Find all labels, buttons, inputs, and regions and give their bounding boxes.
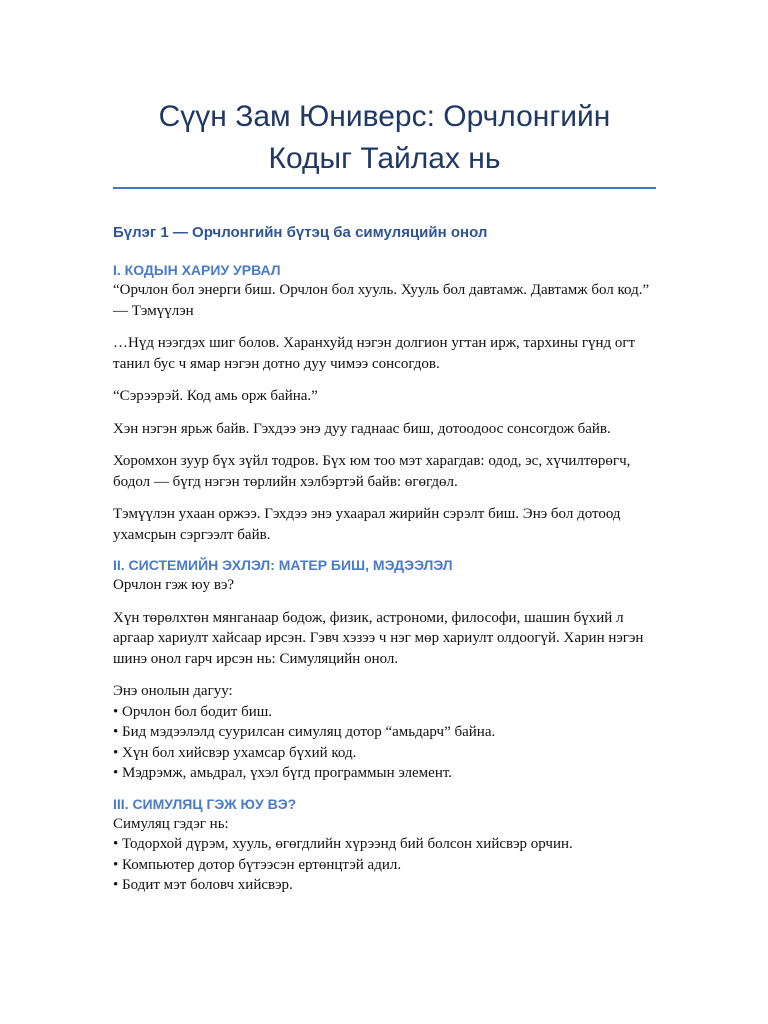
section-1-paragraph: Хэн нэгэн ярьж байв. Гэхдээ энэ дуу гаднаас биш, дотоодоос сонсогдож байв. <box>113 420 611 437</box>
section-3-list-item: • Компьютер дотор бүтээсэн ертөнцтэй адил. <box>113 856 402 873</box>
section-3-list-intro: Симуляц гэдэг нь: <box>113 815 229 832</box>
chapter-heading: Бүлэг 1 — Орчлонгийн бүтэц ба симуляцийн онол <box>113 224 488 241</box>
section-1-quote-author: — Тэмүүлэн <box>113 302 194 319</box>
section-3-heading: III. СИМУЛЯЦ ГЭЖ ЮУ ВЭ? <box>113 795 297 812</box>
document-title-line-2: Кодыг Тайлах нь <box>268 142 501 175</box>
section-1-paragraph: …Нүд нээгдэх шиг болов. Харанхуйд нэгэн долгион угтан ирж, тархины гүнд огт танил бус ч ямар нэгэн дотно дуу чимээ сонсогдов. <box>113 335 636 372</box>
section-1-paragraph: “Сэрээрэй. Код амь орж байна.” <box>113 388 318 404</box>
section-1-quote: “Орчлон бол энерги биш. Орчлон бол хууль. Хууль бол давтамж. Давтамж бол код.” <box>113 282 650 298</box>
section-2-heading: II. СИСТЕМИЙН ЭХЛЭЛ: МАТЕР БИШ, МЭДЭЭЛЭЛ <box>113 557 453 573</box>
section-3-list-item: • Тодорхой дүрэм, хууль, өгөгдлийн хүрээнд бий болсон хийсвэр орчин. <box>113 836 573 852</box>
document-title <box>113 96 656 180</box>
section-1-paragraph: Хоромхон зуур бүх зүйл тодров. Бүх юм тоо мэт харагдав: одод, эс, хүчилтөрөгч, бодол — бүгд нэгэн төрлийн хэлбэртэй байв: өгөгдөл. <box>113 453 631 490</box>
title-divider <box>113 187 656 189</box>
section-2-list-item: • Бид мэдээлэлд суурилсан симуляц дотор “амьдарч” байна. <box>113 724 496 740</box>
section-2-list-item: • Хүн бол хийсвэр ухамсар бүхий код. <box>113 744 357 761</box>
section-1-heading: I. КОДЫН ХАРИУ УРВАЛ <box>113 262 281 278</box>
section-2-list-item: • Орчлон бол бодит биш. <box>113 703 273 720</box>
section-2-paragraph: Хүн төрөлхтөн мянганаар бодож, физик, астрономи, философи, шашин бүхий л аргаар хариулт хайсаар ирсэн. Гэвч хэзээ ч нэг мөр хариулт олдоогүй. Харин нэгэн шинэ онол гарч ирсэн нь: Симуляцийн онол. <box>113 609 644 667</box>
section-3-list-item: • Бодит мэт боловч хийсвэр. <box>113 877 293 893</box>
document-page <box>113 0 656 896</box>
section-2-paragraph: Орчлон гэж юу вэ? <box>113 577 235 593</box>
section-2-list-intro: Энэ онолын дагуу: <box>113 683 233 699</box>
section-1-paragraph: Тэмүүлэн ухаан оржээ. Гэхдээ энэ ухаарал жирийн сэрэлт биш. Энэ бол дотоод ухамсрын сэргээлт байв. <box>113 506 621 543</box>
section-2-list-item: • Мэдрэмж, амьдрал, үхэл бүгд программын элемент. <box>113 765 453 781</box>
document-title-line-1: Сүүн Зам Юниверс: Орчлонгийн <box>158 100 611 133</box>
